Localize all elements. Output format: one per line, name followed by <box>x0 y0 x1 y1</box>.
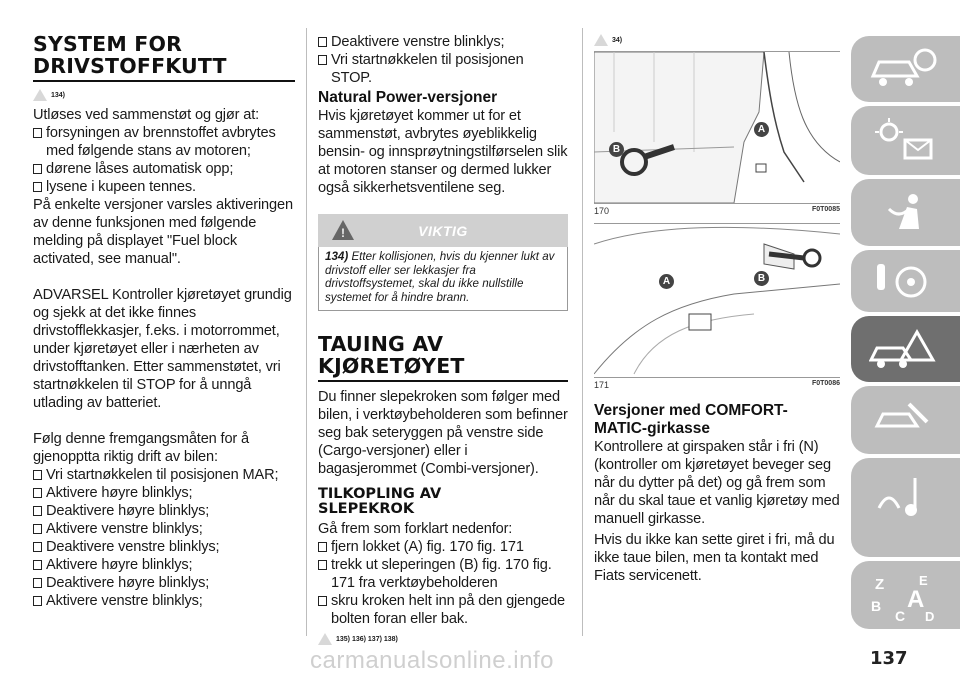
label-b: B <box>609 142 624 157</box>
index-letter: C <box>895 608 906 624</box>
watermark: carmanualsonline.info <box>310 647 554 674</box>
tab-multimedia[interactable] <box>851 458 960 557</box>
figure-code: F0T0085 <box>811 206 840 213</box>
list-item: Aktivere venstre blinklys; <box>33 520 295 538</box>
index-letter: D <box>925 609 935 624</box>
car-breakdown-icon <box>869 326 939 372</box>
label-a: A <box>659 274 674 289</box>
section-title-line2: DRIVSTOFFKUTT <box>33 54 227 78</box>
index-letter: Z <box>875 576 885 593</box>
list-item: Aktivere venstre blinklys; <box>33 592 295 610</box>
alphabet-index-icon <box>869 571 949 627</box>
label-b: B <box>754 271 769 286</box>
list-item: trekk ut sleperingen (B) fig. 170 fig. 171 fra verktøybeholderen <box>318 556 568 592</box>
warning-triangle-icon <box>594 34 608 46</box>
checkbox-bullet-icon <box>33 182 42 192</box>
checkbox-bullet-icon <box>318 596 327 606</box>
label-a: A <box>754 122 769 137</box>
warning-triangle-icon: ! <box>332 220 354 240</box>
column-1 <box>33 0 295 610</box>
checkbox-bullet-icon <box>318 37 327 47</box>
seatbelt-icon <box>869 189 939 235</box>
warning-reference: 134) <box>33 88 65 102</box>
checkbox-bullet-icon <box>33 164 42 174</box>
subheading-tilkopling: TILKOPLING AV <box>318 486 442 502</box>
list-item: Deaktivere venstre blinklys; <box>33 538 295 556</box>
paragraph: Kontrollere at girspaken står i fri (N) (kontroller om kjøretøyet beveger seg når du dytter på det) og gå frem som når du skal taue et vanlig kjøretøy med manuell girkasse. <box>594 439 840 527</box>
checkbox-bullet-icon <box>33 506 42 516</box>
tow-hook-rear-illustration <box>594 224 840 377</box>
important-box-body: 134) Etter kollisjonen, hvis du kjenner lukt av drivstoff eller ser lekkasjer fra drivstoffsystemet, skal du ikke nullstille systemet for å hindre brann. <box>318 247 568 311</box>
checkbox-bullet-icon <box>318 55 327 65</box>
section-title-line2: KJØRETØYET <box>318 354 465 378</box>
paragraph: Gå frem som forklart nedenfor: <box>318 521 513 537</box>
tab-car-info[interactable] <box>851 36 960 102</box>
checkbox-bullet-icon <box>33 128 42 138</box>
figure-caption <box>594 206 840 216</box>
list-item: Aktivere høyre blinklys; <box>33 484 295 502</box>
music-signal-icon <box>869 468 939 528</box>
checkbox-bullet-icon <box>33 542 42 552</box>
list-item: Vri startnøkkelen til posisjonen STOP. <box>318 51 568 87</box>
list-item: Deaktivere høyre blinklys; <box>33 574 295 592</box>
checkbox-bullet-icon <box>318 542 327 552</box>
figure-code: F0T0086 <box>811 380 840 387</box>
section-title: SYSTEM FOR <box>33 32 183 56</box>
checkbox-bullet-icon <box>318 560 327 570</box>
section-title: TAUING AV <box>318 332 444 356</box>
subheading-tilkopling-line2: SLEPEKROK <box>318 501 415 517</box>
paragraph: Du finner slepekroken som følger med bilen, i verktøybeholderen som befinner seg bak seteryggen på venstre side (Cargo-versjoner) eller i bagasjerommet (Combi-versjoner). <box>318 389 568 477</box>
figure-number: 170 <box>594 206 610 216</box>
warning-triangle-icon <box>33 89 47 101</box>
tab-starting[interactable] <box>851 250 960 312</box>
index-letter: A <box>907 586 925 613</box>
warning-reference: 34) <box>594 33 622 47</box>
figure-171 <box>594 223 840 378</box>
checkbox-bullet-icon <box>33 560 42 570</box>
car-info-icon <box>869 46 939 92</box>
tab-safety[interactable] <box>851 179 960 246</box>
checkbox-bullet-icon <box>33 596 42 606</box>
tow-hook-front-illustration <box>594 52 840 203</box>
figure-caption <box>594 380 840 390</box>
subheading-comfort-matic: Versjoner med COMFORT-MATIC-girkasse <box>594 402 788 437</box>
index-letter: B <box>871 598 882 614</box>
tab-index[interactable] <box>851 561 960 629</box>
list-item: dørene låses automatisk opp; <box>33 160 295 178</box>
key-steering-icon <box>869 260 939 304</box>
column-2 <box>318 0 568 650</box>
list-item: skru kroken helt inn på den gjengede bolten foran eller bak. <box>318 592 568 628</box>
list-item: lysene i kupeen tennes. <box>33 178 295 196</box>
tab-maintenance[interactable] <box>851 386 960 454</box>
checkbox-bullet-icon <box>33 488 42 498</box>
checkbox-bullet-icon <box>33 470 42 480</box>
figure-number: 171 <box>594 380 610 390</box>
warning-triangle-icon <box>318 633 332 645</box>
subheading-natural-power: Natural Power-versjoner <box>318 89 498 106</box>
tab-emergency[interactable] <box>851 316 960 382</box>
figure-170 <box>594 51 840 204</box>
intro-text: Utløses ved sammenstøt og gjør at: <box>33 107 260 123</box>
list-item: Aktivere høyre blinklys; <box>33 556 295 574</box>
list-item: Deaktivere høyre blinklys; <box>33 502 295 520</box>
lights-mail-icon <box>869 116 939 164</box>
checkbox-bullet-icon <box>33 524 42 534</box>
column-divider <box>306 28 307 636</box>
paragraph: ADVARSEL Kontroller kjøretøyet grundig og sjekk at det ikke finnes drivstofflekkasjer, f.eks. i motorrommet, under kjøretøyet eller i nærheten av drivstofftanken. Etter sammenstøtet, vri startnøkkelen til STOP for å unngå utlading av batteriet. <box>33 287 292 411</box>
list-item: Deaktivere venstre blinklys; <box>318 33 568 51</box>
checkbox-bullet-icon <box>33 578 42 588</box>
paragraph: Hvis kjøretøyet kommer ut for et sammenstøt, avbrytes øyeblikkelig bensin- og innsprøytningstilførselen slik at motoren stanser og dermed lukker også sikkerhetsventilene seg. <box>318 108 568 196</box>
paragraph: Følg denne fremgangsmåten for å gjenopptta riktig drift av bilen: <box>33 431 249 465</box>
index-letter: E <box>919 573 928 588</box>
page-number: 137 <box>870 648 908 669</box>
tab-lights[interactable] <box>851 106 960 175</box>
warning-references: 135) 136) 137) 138) <box>318 632 398 646</box>
list-item: forsyningen av brennstoffet avbrytes med følgende stans av motoren; <box>33 124 295 160</box>
paragraph: På enkelte versjoner varsles aktiveringen av denne funksjonen med følgende melding på displayet "Fuel block activated, see manual". <box>33 197 293 267</box>
column-3 <box>594 0 840 585</box>
important-box-header: ! VIKTIG <box>318 214 568 247</box>
wrench-car-icon <box>869 396 939 442</box>
column-divider <box>582 28 583 636</box>
paragraph: Hvis du ikke kan sette giret i fri, må du ikke taue bilen, men ta kontakt med Fiats servicenett. <box>594 532 835 584</box>
list-item: fjern lokket (A) fig. 170 fig. 171 <box>318 538 568 556</box>
list-item: Vri startnøkkelen til posisjonen MAR; <box>33 466 295 484</box>
